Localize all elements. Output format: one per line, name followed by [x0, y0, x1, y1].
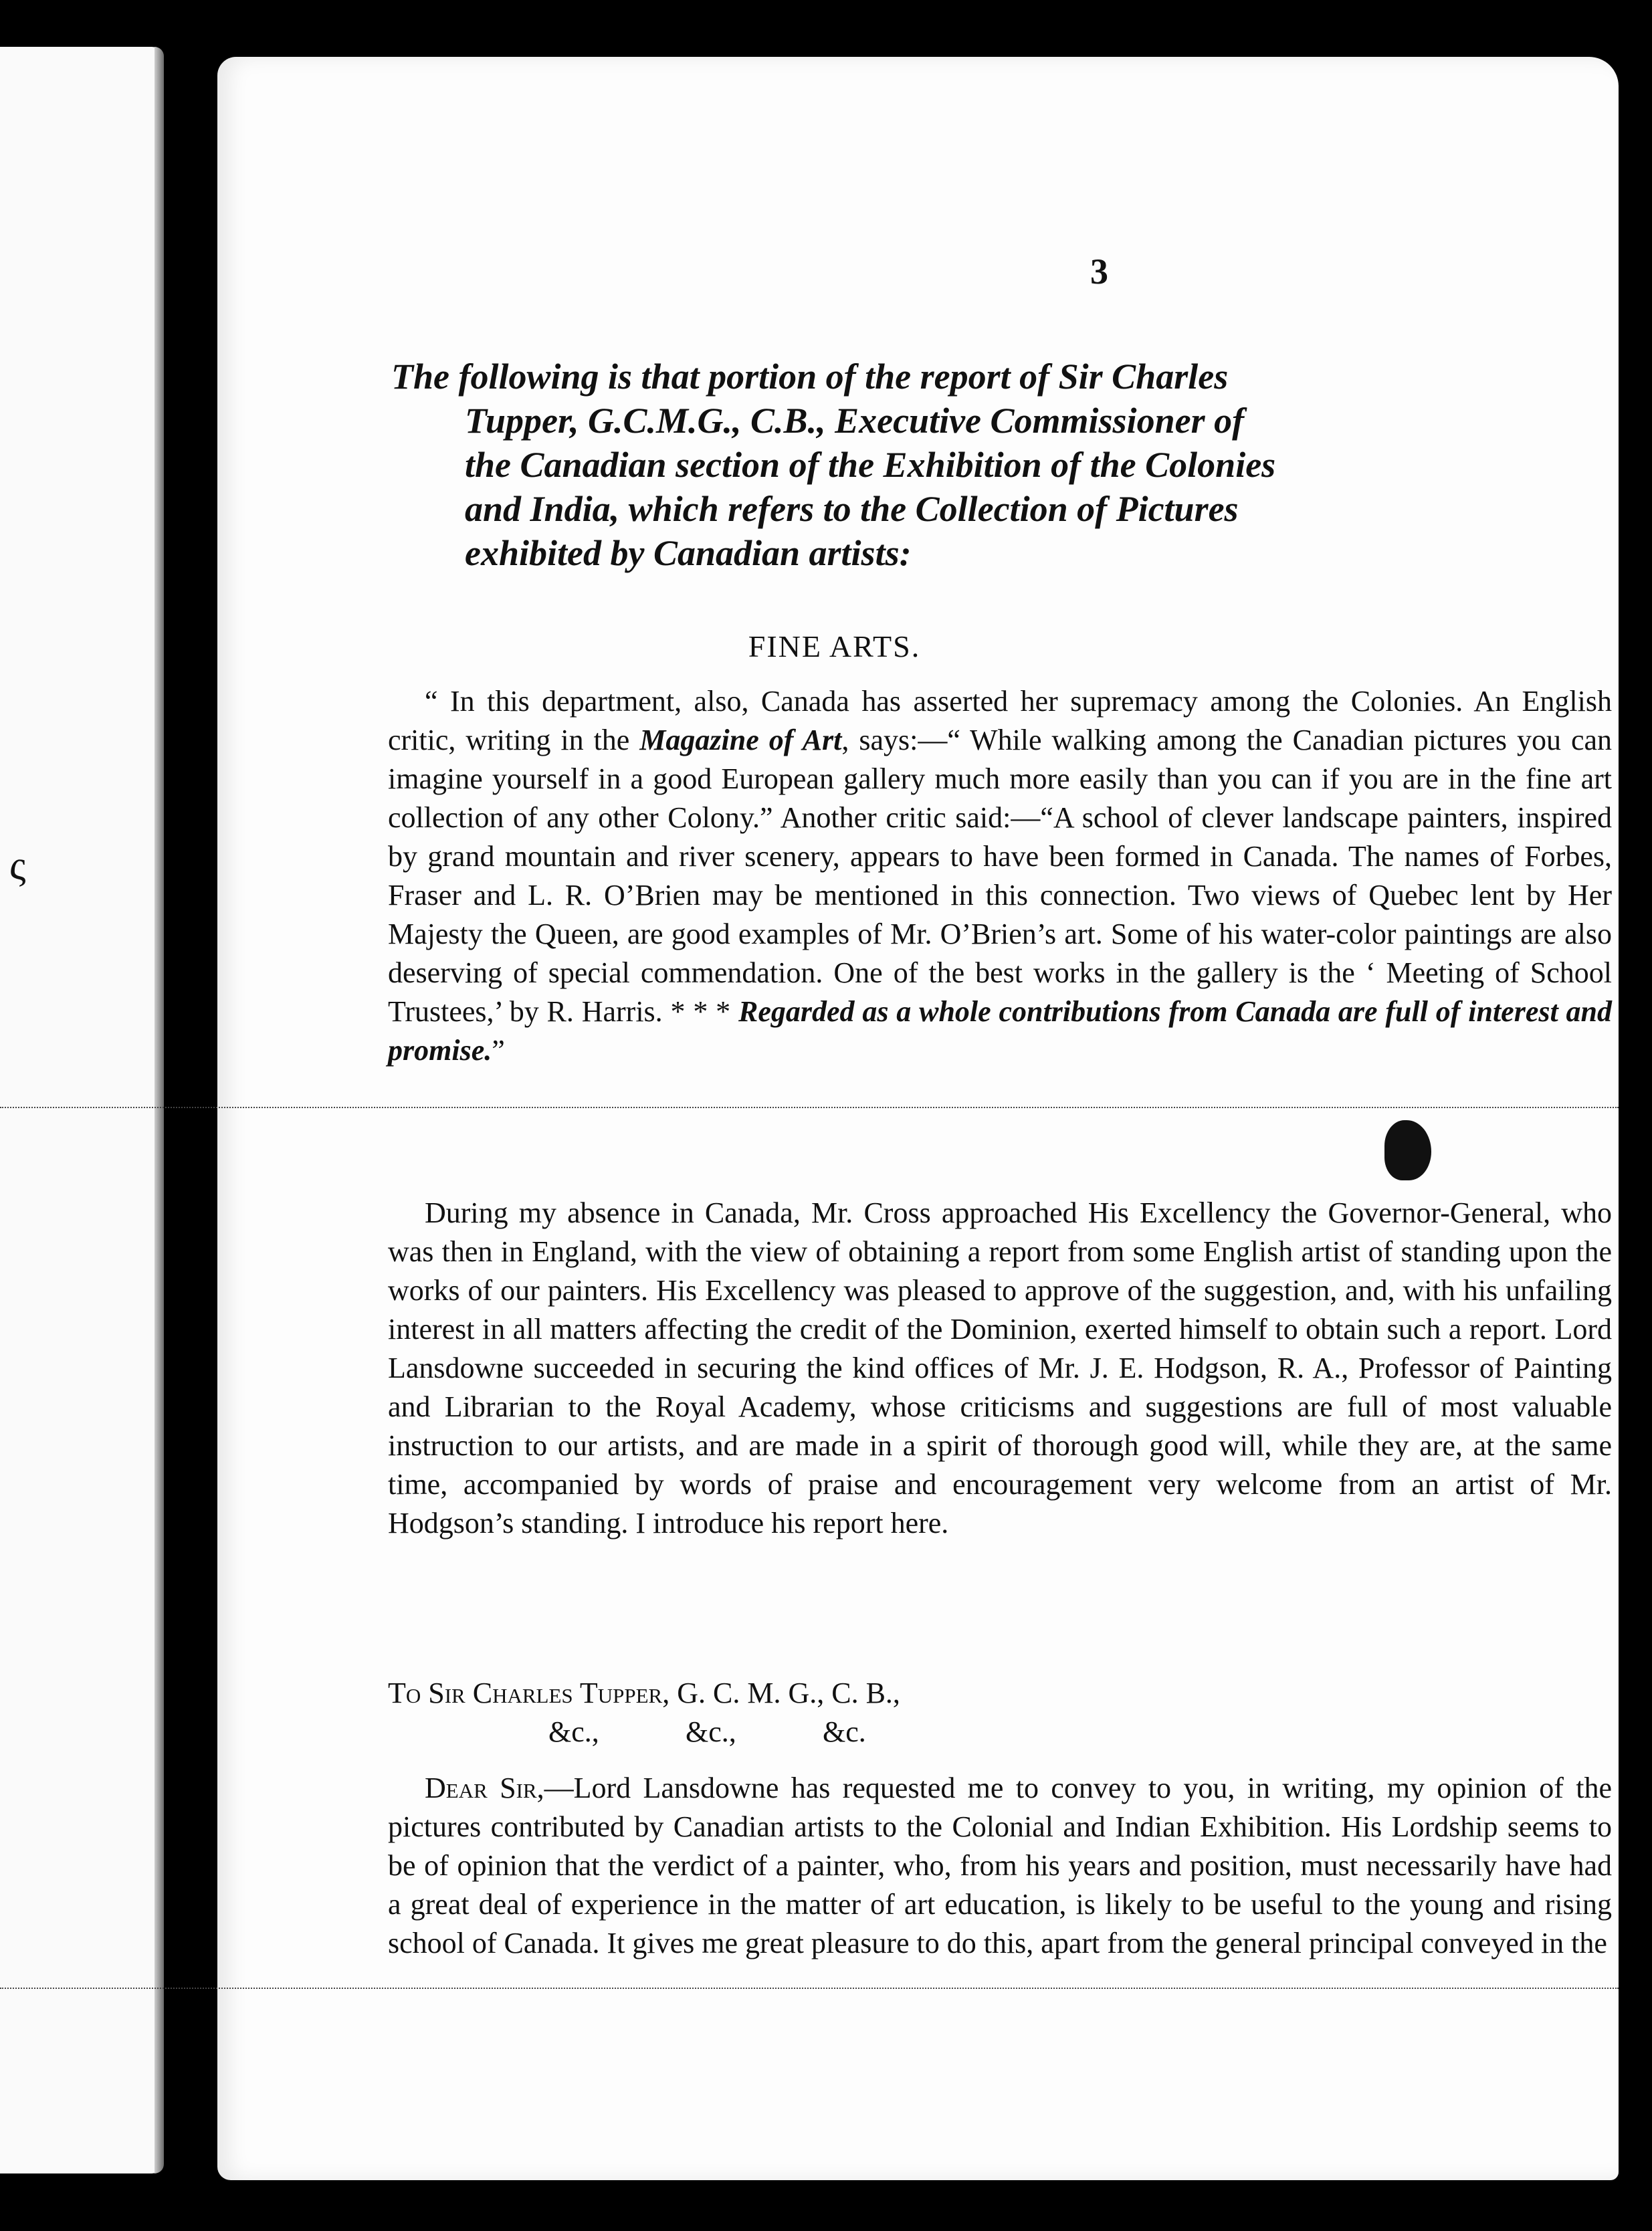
paragraph-text: During my absence in Canada, Mr. Cross approached His Excellency the Governor-General, who was then in England, with the view of obtaining a report from some English artist of standing upon the works of our painters. His Excellency was pleased to approve of the suggestion, and, with his unfailing interest in all matters affecting the credit of the Dominion, exerted himself to obtain such a report. Lord Lansdowne succeeded in securing the kind offices of Mr. J. E. Hodgson, R. A., Professor of Painting and Librarian to the Royal Academy, whose criticisms and suggestions are full of most valuable instruction to our artists, and are made in a spirit of thorough good will, while they are, at the same time, accompanied by words of praise and encouragement very welcome from an artist of Mr. Hodgson’s standing. I introduce his report here. — [388, 1196, 1612, 1539]
addressee-honours: , G. C. M. G., C. B., — [662, 1677, 900, 1709]
quote-part-2: , says:—“ While walking among the Canadian pictures you can imagine yourself in a good European gallery much more easily than you can if you are in the fine art collection of any other Colony.” Another critic said:—“A school of clever landscape painters, inspired by grand mountain and river scenery, appears to have been formed in Canada. The names of Forbes, Fraser and L. R. O’Brien may be mentioned in this connection. Two views of Quebec lent by Her Majesty the Queen, are good examples of Mr. O’Brien’s art. Some of his water-color paintings are also deserving of special commendation. One of the best works in the gallery is the ‘ Meeting of School Trustees,’ by R. Harris. * * * — [388, 724, 1613, 1028]
salutation-addressee — [388, 1674, 1612, 1713]
report-paragraph — [388, 1194, 1612, 1543]
quote-close: ” — [492, 1034, 505, 1067]
section-heading: FINE ARTS. — [748, 629, 921, 663]
intro-line: The following is that portion of the report of Sir Charles — [391, 356, 1229, 397]
quoted-paragraph — [388, 682, 1612, 1070]
etc-item: &c., — [548, 1715, 599, 1748]
quote-part-1: “ In this department, also, Canada has asserted her supremacy among the Colonies. An English critic, writing in the — [388, 685, 1612, 756]
margin-mark: ς — [9, 843, 26, 889]
book-gutter — [164, 0, 217, 2231]
salutation — [388, 1674, 1612, 1751]
intro-line: exhibited by Canadian artists: — [465, 533, 912, 573]
intro-line: and India, which refers to the Collection of Pictures — [465, 489, 1239, 529]
document-page — [217, 57, 1619, 2180]
letter-body: ,—Lord Lansdowne has requested me to convey to you, in writing, my opinion of the pictures contributed by Canadian artists to the Colonial and Indian Exhibition. His Lordship seems to be of opinion that the verdict of a painter, who, from his years and position, must necessarily have had a great deal of experience in the matter of art education, is likely to be useful to the young and rising school of Canada. It gives me great pleasure to do this, apart from the general principal conveyed in the — [388, 1772, 1613, 1959]
etc-item: &c., — [686, 1715, 736, 1748]
facing-page — [0, 47, 164, 2173]
magazine-title: Magazine of Art — [639, 724, 842, 756]
intro-paragraph — [391, 354, 1612, 575]
facing-page-edge — [154, 47, 164, 2173]
dear-sir: Dear Sir — [425, 1772, 537, 1804]
scan-line — [0, 1988, 1619, 1989]
intro-line: Tupper, G.C.M.G., C.B., Executive Commissioner of — [465, 401, 1245, 441]
intro-line: the Canadian section of the Exhibition of the Colonies — [465, 445, 1276, 485]
letter-text — [388, 1769, 1612, 1963]
letter-paragraph — [388, 1769, 1612, 1963]
quote-text — [388, 682, 1612, 1070]
scan-line — [0, 1107, 1619, 1108]
etc-item: &c. — [823, 1715, 866, 1748]
salutation-etc — [388, 1713, 1612, 1751]
quote-italic-end: Regarded as a whole contributions from Canada are full of interest and promise. — [388, 995, 1612, 1067]
ink-blot — [1384, 1120, 1431, 1180]
page-number: 3 — [1090, 251, 1108, 292]
addressee-name: To Sir Charles Tupper — [388, 1677, 663, 1709]
